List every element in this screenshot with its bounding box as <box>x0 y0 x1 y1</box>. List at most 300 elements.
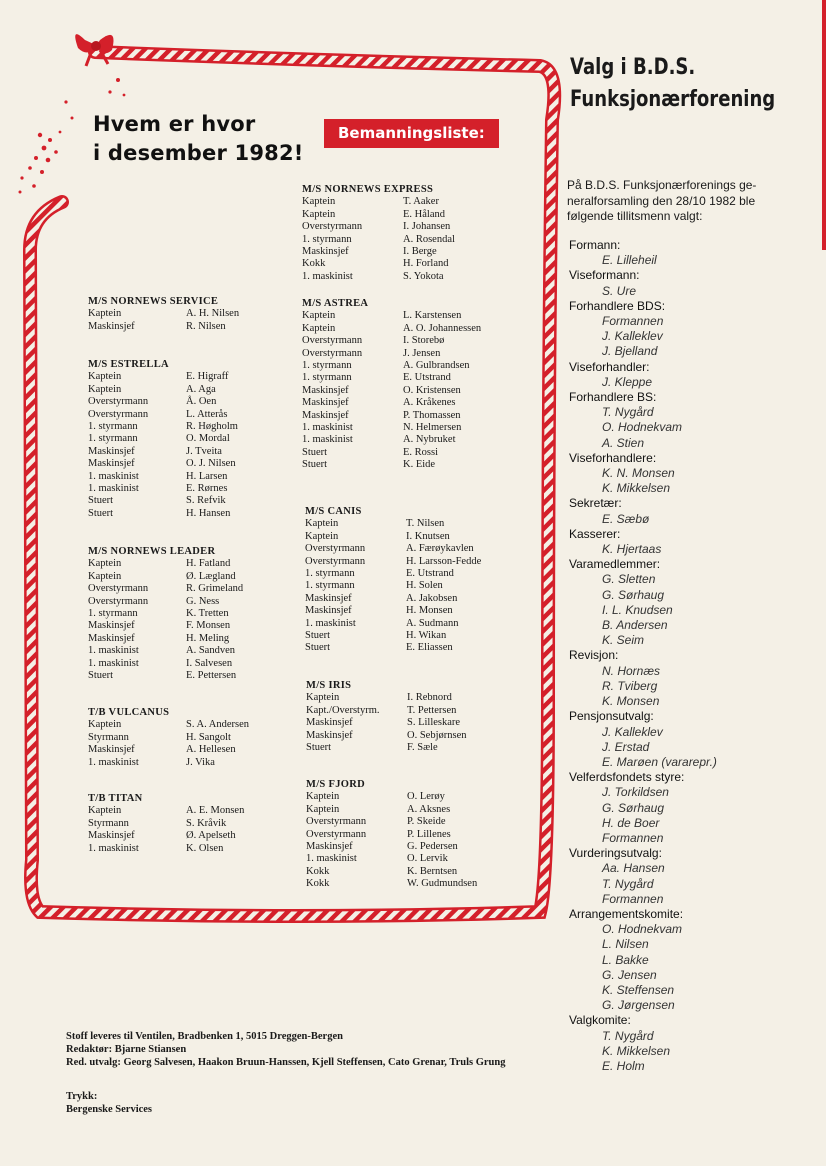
crew-row <box>305 543 481 555</box>
crew-member-name: H. Forland <box>403 258 449 270</box>
crew-role: 1. maskinist <box>306 853 357 865</box>
crew-role: Kaptein <box>88 383 122 395</box>
crew-role: Stuert <box>305 630 331 642</box>
crew-member-name: R. Høgholm <box>186 421 238 433</box>
crew-role: Kaptein <box>88 570 122 582</box>
crew-member-name: A. Sudmann <box>406 617 459 629</box>
crew-role: Kaptein <box>302 208 336 220</box>
crew-member-name: O. Sebjørnsen <box>407 729 467 741</box>
office-title: Varamedlemmer: <box>569 557 661 572</box>
crew-member-name: Å. Oen <box>186 396 217 408</box>
crew-role: Overstyrmann <box>306 816 367 828</box>
crew-member-name: O. J. Nilsen <box>186 458 236 470</box>
crew-member-name: I. Salvesen <box>186 657 233 669</box>
crew-row <box>302 196 455 208</box>
crew-role: Overstyrmann <box>88 408 149 420</box>
crew-role: 1. maskinist <box>302 422 353 434</box>
crew-row <box>88 805 244 817</box>
crew-member-name: P. Lillenes <box>407 828 451 840</box>
crew-row <box>88 818 244 830</box>
crew-role: Maskinsjef <box>306 841 353 853</box>
office-holder: J. Erstad <box>602 739 650 754</box>
footer-editor: Redaktør: Bjarne Stiansen <box>66 1044 187 1055</box>
crew-row <box>306 829 477 841</box>
crew-role: Kaptein <box>306 791 340 803</box>
crew-member-name: A. Færøykavlen <box>406 543 474 555</box>
office-holder: G. Jensen <box>602 967 657 982</box>
crew-role: 1. styrmann <box>305 580 355 592</box>
crew-row <box>305 642 481 654</box>
crew-role: 1. styrmann <box>88 433 138 445</box>
crew-member-name: I. Berge <box>403 246 437 258</box>
crew-row <box>88 308 239 320</box>
crew-row <box>305 618 481 630</box>
crew-role: Kaptein <box>305 530 339 542</box>
office-holder: O. Hodnekvam <box>602 420 683 435</box>
crew-role: Overstyrmann <box>302 221 363 233</box>
crew-row <box>302 348 481 360</box>
ship-name: M/S FJORD <box>306 779 365 790</box>
crew-member-name: E. Utstrand <box>406 568 454 580</box>
crew-row <box>88 508 238 520</box>
crew-member-name: S. Refvik <box>186 495 226 507</box>
crew-member-name: P. Thomassen <box>403 409 461 421</box>
ship-name: M/S NORNEWS SERVICE <box>88 296 219 307</box>
crew-row <box>306 692 467 704</box>
crew-member-name: J. Tveita <box>186 445 222 457</box>
crew-member-name: H. Sangolt <box>186 731 231 743</box>
crew-member-name: T. Pettersen <box>407 704 457 716</box>
crew-row <box>88 583 243 595</box>
crew-member-name: P. Skeide <box>407 816 446 828</box>
crew-member-name: A. Aksnes <box>407 803 451 815</box>
office-holder: G. Sørhaug <box>602 800 665 815</box>
crew-role: Styrmann <box>88 817 129 829</box>
crew-member-name: T. Aaker <box>403 196 439 208</box>
crew-role: Maskinsjef <box>88 620 135 632</box>
crew-role: Stuert <box>88 495 114 507</box>
office-holder: Formannen <box>602 830 664 845</box>
ship-name: T/B VULCANUS <box>88 707 170 718</box>
ship-crew-block <box>88 359 238 520</box>
crew-row <box>88 421 238 433</box>
office-holder: L. Bakke <box>602 952 649 967</box>
crew-row <box>88 371 238 383</box>
crew-role: Kaptein <box>88 371 122 383</box>
crew-role: 1. styrmann <box>305 568 355 580</box>
crew-role: Maskinsjef <box>88 632 135 644</box>
crew-row <box>302 397 481 409</box>
crew-member-name: H. Larsen <box>186 470 228 482</box>
crew-role: Kaptein <box>302 322 336 334</box>
office-holder: O. Hodnekvam <box>602 922 683 937</box>
crew-role: 1. maskinist <box>88 645 139 657</box>
crew-role: 1. styrmann <box>302 372 352 384</box>
crew-member-name: S. Lilleskare <box>407 717 461 729</box>
ship-name: M/S NORNEWS EXPRESS <box>302 184 434 195</box>
crew-role: Overstyrmann <box>305 555 366 567</box>
crew-member-name: I. Storebø <box>403 335 445 347</box>
crew-row <box>305 531 481 543</box>
crew-member-name: A. Sandven <box>186 645 235 657</box>
crew-role: Maskinsjef <box>88 445 135 457</box>
crew-member-name: G. Pedersen <box>407 841 458 853</box>
editorial-footer <box>66 1030 505 1069</box>
ship-crew-block <box>88 546 243 682</box>
crew-role: Kaptein <box>88 308 122 320</box>
crew-row <box>88 471 238 483</box>
crew-role: Kaptein <box>306 803 340 815</box>
office-holder: T. Nygård <box>602 876 654 891</box>
crew-row <box>306 804 477 816</box>
crew-member-name: A. Jakobsen <box>406 592 458 604</box>
crew-role: Kapt./Overstyrm. <box>306 704 380 716</box>
crew-row <box>88 483 238 495</box>
crew-member-name: E. Rørnes <box>186 483 228 495</box>
election-title-line-2: Funksjonærforening <box>570 87 776 112</box>
office-title: Sekretær: <box>569 496 622 511</box>
crew-row <box>306 841 477 853</box>
crew-role: Maskinsjef <box>305 605 352 617</box>
crew-row <box>88 571 243 583</box>
crew-row <box>306 866 477 878</box>
office-holder: B. Andersen <box>602 618 668 633</box>
office-holder: G. Sørhaug <box>602 587 665 602</box>
office-holder: J. Kalleklev <box>602 724 663 739</box>
crew-role: Stuert <box>306 742 332 754</box>
office-title: Revisjon: <box>569 648 619 663</box>
crew-role: Kokk <box>306 878 330 890</box>
crew-row <box>88 719 249 731</box>
crew-role: 1. maskinist <box>88 842 139 854</box>
crew-row <box>88 458 238 470</box>
crew-row <box>302 410 481 422</box>
crew-member-name: H. Wikan <box>406 630 447 642</box>
office-title: Forhandlere BS: <box>569 390 657 405</box>
office-title: Forhandlere BDS: <box>569 298 666 313</box>
crew-row <box>88 732 249 744</box>
crew-row <box>302 385 481 397</box>
office-holder: S. Ure <box>602 283 637 298</box>
crew-row <box>302 335 481 347</box>
headline-line-2: i desember 1982! <box>93 141 304 165</box>
footer-address: Stoff leveres til Ventilen, Bradbenken 1, 5015 Dreggen-Bergen <box>66 1031 343 1042</box>
office-holder: E. Sæbø <box>602 511 650 526</box>
ship-crew-block <box>306 779 477 891</box>
crew-role: 1. styrmann <box>302 360 352 372</box>
crew-role: Maskinsjef <box>305 592 352 604</box>
office-holder: I. L. Knudsen <box>602 602 673 617</box>
office-holder: Formannen <box>602 314 664 329</box>
office-title: Kasserer: <box>569 526 621 541</box>
ship-crew-block <box>302 298 481 472</box>
office-holder: J. Torkildsen <box>602 785 669 800</box>
office-holder: Formannen <box>602 891 664 906</box>
election-intro <box>567 178 777 225</box>
crew-role: Overstyrmann <box>302 347 363 359</box>
crew-member-name: S. A. Andersen <box>186 719 249 731</box>
office-holder: J. Kleppe <box>602 374 653 389</box>
crew-row <box>302 258 455 270</box>
crew-member-name: O. Lervik <box>407 853 448 865</box>
ship-name: M/S IRIS <box>306 680 352 691</box>
crew-row <box>305 593 481 605</box>
crew-member-name: A. Rosendal <box>403 233 455 245</box>
crew-member-name: A. E. Monsen <box>186 805 245 817</box>
crew-member-name: K. Tretten <box>186 608 229 620</box>
crew-row <box>306 816 477 828</box>
office-title: Vurderingsutvalg: <box>569 846 662 861</box>
office-holder: T. Nygård <box>602 1028 654 1043</box>
crew-role: Overstyrmann <box>88 595 149 607</box>
crew-member-name: E. Higraff <box>186 371 229 383</box>
crew-role: Stuert <box>88 670 114 682</box>
office-title: Viseforhandler: <box>569 359 650 374</box>
crew-member-name: L. Karstensen <box>403 310 462 322</box>
office-holder: K. Mikkelsen <box>602 1043 671 1058</box>
office-holder: N. Hornæs <box>602 663 661 678</box>
printer-name: Bergenske Services <box>66 1104 153 1115</box>
crew-row <box>306 791 477 803</box>
crew-member-name: H. Meling <box>186 632 230 644</box>
crew-row <box>302 209 455 221</box>
crew-row <box>88 495 238 507</box>
crew-member-name: E. Håland <box>403 208 445 220</box>
crew-row <box>302 360 481 372</box>
crew-row <box>88 321 239 333</box>
intro-line: følgende tillitsmenn valgt: <box>567 209 703 223</box>
crew-role: 1. maskinist <box>302 270 353 282</box>
office-title: Velferdsfondets styre: <box>569 770 685 785</box>
crew-row <box>302 459 481 471</box>
crew-row <box>305 568 481 580</box>
crew-member-name: E. Pettersen <box>186 670 237 682</box>
crew-row <box>88 409 238 421</box>
crew-member-name: E. Eliassen <box>406 642 453 654</box>
crew-role: Stuert <box>302 459 328 471</box>
crew-row <box>88 658 243 670</box>
crew-role: 1. maskinist <box>88 470 139 482</box>
ship-name: T/B TITAN <box>88 793 143 804</box>
crew-row <box>88 744 249 756</box>
print-credit <box>66 1090 152 1116</box>
crew-member-name: I. Knutsen <box>406 530 450 542</box>
office-holder: L. Nilsen <box>602 937 649 952</box>
office-holder: Aa. Hansen <box>602 861 665 876</box>
crew-role: Kaptein <box>302 196 336 208</box>
crew-row <box>88 620 243 632</box>
crew-row <box>302 434 481 446</box>
office-holder: K. Steffensen <box>602 982 675 997</box>
crew-member-name: K. Olsen <box>186 842 224 854</box>
crew-member-name: G. Ness <box>186 595 220 607</box>
office-holder: G. Jørgensen <box>602 998 675 1013</box>
crew-member-name: H. Solen <box>406 580 443 592</box>
crew-member-name: A. Hellesen <box>186 744 236 756</box>
crew-role: Kaptein <box>88 558 122 570</box>
crew-row <box>306 730 467 742</box>
office-title: Formann: <box>569 238 621 252</box>
headline <box>93 110 304 168</box>
ship-crew-block <box>305 506 481 655</box>
office-holder: E. Marøen (vararepr.) <box>602 754 717 769</box>
crew-member-name: I. Johansen <box>403 221 451 233</box>
crew-row <box>302 422 481 434</box>
crew-member-name: R. Nilsen <box>186 320 226 332</box>
ship-name: M/S ASTREA <box>302 298 369 309</box>
crew-role: Kokk <box>306 865 330 877</box>
election-title-line-1: Valg i B.D.S. <box>570 55 696 80</box>
ship-crew-block <box>88 707 249 769</box>
crew-member-name: A. O. Johannessen <box>403 322 482 334</box>
bow-icon <box>75 34 113 66</box>
crew-row <box>88 558 243 570</box>
officials-list <box>569 238 799 1074</box>
crew-member-name: A. Gulbrandsen <box>403 360 470 372</box>
crew-member-name: E. Utstrand <box>403 372 451 384</box>
ship-crew-block <box>88 296 239 333</box>
crew-member-name: K. Berntsen <box>407 865 458 877</box>
crew-role: Kaptein <box>305 518 339 530</box>
crew-role: Overstyrmann <box>305 543 366 555</box>
footer-committee: Red. utvalg: Georg Salvesen, Haakon Bruun-Hanssen, Kjell Steffensen, Cato Grenar, Truls Grung <box>66 1057 506 1068</box>
crew-role: 1. maskinist <box>302 434 353 446</box>
crew-member-name: O. Lerøy <box>407 791 445 803</box>
office-title: Viseforhandlere: <box>569 450 657 465</box>
crew-member-name: Ø. Lægland <box>186 570 236 582</box>
crew-member-name: J. Vika <box>186 756 215 768</box>
crew-member-name: A. H. Nilsen <box>186 308 240 320</box>
office-holder: G. Sletten <box>602 572 656 587</box>
crew-row <box>302 246 455 258</box>
intro-line: neralforsamling den 28/10 1982 ble <box>567 193 756 208</box>
crew-member-name: F. Sæle <box>407 742 438 754</box>
crew-role: Overstyrmann <box>302 335 363 347</box>
crew-row <box>306 705 467 717</box>
crew-role: 1. maskinist <box>88 483 139 495</box>
ship-crew-block <box>88 793 244 855</box>
crew-role: Styrmann <box>88 731 129 743</box>
crew-role: Stuert <box>88 507 114 519</box>
crew-row <box>88 433 238 445</box>
crew-row <box>88 830 244 842</box>
headline-line-1: Hvem er hvor <box>93 112 256 136</box>
crew-member-name: T. Nilsen <box>406 518 445 530</box>
office-holder: K. N. Monsen <box>602 466 675 481</box>
office-holder: E. Holm <box>602 1058 645 1073</box>
ship-crew-block <box>306 680 467 754</box>
crew-row <box>305 605 481 617</box>
crew-member-name: A. Kråkenes <box>403 397 456 409</box>
crew-member-name: O. Mordal <box>186 433 230 445</box>
crew-role: Kokk <box>302 258 326 270</box>
office-holder: J. Kalleklev <box>602 329 663 344</box>
crew-role: Maskinsjef <box>306 729 353 741</box>
crew-role: Maskinsjef <box>88 744 135 756</box>
crew-list-badge: Bemanningsliste: <box>324 119 499 148</box>
crew-member-name: H. Larsson-Fedde <box>406 555 482 567</box>
crew-role: Maskinsjef <box>302 246 349 258</box>
crew-row <box>305 630 481 642</box>
crew-role: Maskinsjef <box>88 830 135 842</box>
ship-name: M/S ESTRELLA <box>88 359 169 370</box>
crew-row <box>88 843 244 855</box>
print-label: Trykk: <box>66 1091 98 1102</box>
crew-row <box>305 518 481 530</box>
crew-role: Stuert <box>305 642 331 654</box>
crew-member-name: E. Rossi <box>403 446 439 458</box>
office-holder: K. Seim <box>602 633 645 648</box>
intro-line: På B.D.S. Funksjonærforenings ge- <box>567 178 757 192</box>
crew-role: Maskinsjef <box>306 717 353 729</box>
crew-member-name: K. Eide <box>403 459 436 471</box>
crew-role: 1. maskinist <box>88 756 139 768</box>
crew-member-name: H. Monsen <box>406 605 453 617</box>
office-holder: R. Tviberg <box>602 678 658 693</box>
crew-member-name: S. Kråvik <box>186 817 227 829</box>
crew-row <box>302 323 481 335</box>
office-title: Valgkomite: <box>569 1013 631 1028</box>
ship-name: M/S CANIS <box>305 506 362 517</box>
crew-member-name: R. Grimeland <box>186 583 244 595</box>
crew-row <box>306 742 467 754</box>
crew-member-name: A. Aga <box>186 383 216 395</box>
crew-row <box>88 633 243 645</box>
crew-row <box>302 310 481 322</box>
crew-row <box>302 221 455 233</box>
crew-member-name: A. Nybruket <box>403 434 456 446</box>
crew-row <box>306 717 467 729</box>
crew-role: Overstyrmann <box>306 828 367 840</box>
crew-member-name: W. Gudmundsen <box>407 878 478 890</box>
crew-member-name: S. Yokota <box>403 270 444 282</box>
crew-row <box>88 596 243 608</box>
crew-row <box>88 384 238 396</box>
crew-role: Maskinsjef <box>88 320 135 332</box>
crew-role: Stuert <box>302 446 328 458</box>
office-holder: K. Hjertaas <box>602 542 662 557</box>
crew-row <box>88 645 243 657</box>
crew-role: Kaptein <box>88 805 122 817</box>
crew-member-name: N. Helmersen <box>403 422 462 434</box>
crew-row <box>302 447 481 459</box>
crew-row <box>302 271 455 283</box>
crew-row <box>88 446 238 458</box>
crew-role: 1. styrmann <box>88 608 138 620</box>
office-holder: K. Monsen <box>602 694 660 709</box>
crew-role: 1. styrmann <box>88 421 138 433</box>
crew-member-name: H. Fatland <box>186 558 231 570</box>
office-title: Pensjonsutvalg: <box>569 709 654 724</box>
ship-crew-block <box>302 184 455 283</box>
crew-member-name: J. Jensen <box>403 347 441 359</box>
edge-color-bar <box>822 0 826 250</box>
crew-member-name: I. Rebnord <box>407 692 452 704</box>
crew-role: 1. styrmann <box>302 233 352 245</box>
office-holder: T. Nygård <box>602 405 654 420</box>
crew-row <box>302 372 481 384</box>
office-title: Viseformann: <box>569 268 640 283</box>
crew-role: Overstyrmann <box>88 583 149 595</box>
crew-row <box>88 757 249 769</box>
crew-row <box>88 608 243 620</box>
crew-role: Maskinsjef <box>302 397 349 409</box>
ship-name: M/S NORNEWS LEADER <box>88 546 216 557</box>
crew-member-name: Ø. Apelseth <box>186 830 236 842</box>
office-holder: E. Lilleheil <box>602 253 657 268</box>
office-holder: A. Stien <box>602 435 645 450</box>
crew-member-name: H. Hansen <box>186 507 231 519</box>
